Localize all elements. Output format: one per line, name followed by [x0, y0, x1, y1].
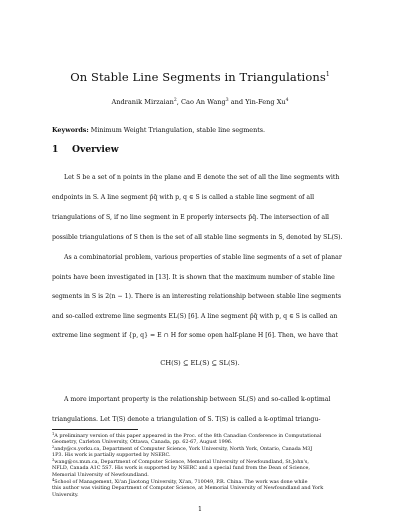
- author-footnote-mark: 4: [285, 98, 289, 103]
- footnote-rule: [52, 429, 138, 430]
- author-list: [0, 98, 400, 106]
- author-separator: and: [228, 98, 246, 106]
- body-line: triangulations of S, if no line segment in E properly intersects p̄q̄. The intersection of all: [52, 214, 330, 221]
- author-separator: ,: [176, 98, 181, 106]
- footnote-line: andy@cs.yorku.ca, Department of Computer Science, York University, North York, Ontario, Canada M3J: [54, 446, 313, 452]
- body-line: segments in S is 2(n − 1). There is an interesting relationship between stable line segments: [52, 293, 342, 300]
- body-line: possible triangulations of S then is the set of all stable line segments in S, denoted by SL(S).: [52, 234, 343, 241]
- footnote: [52, 457, 352, 478]
- footnote-line: Geometry, Carleton University, Ottawa, Canada, pp. 62-67, August 1996.: [52, 439, 233, 446]
- body-line: A more important property is the relationship between SL(S) and so-called k-optimal: [64, 396, 331, 403]
- author-name: Yin-Feng Xu: [245, 98, 286, 106]
- keywords-label: Keywords:: [52, 126, 89, 134]
- body-line: endpoints in S. A line segment p̄q̄ with p, q ∈ S is called a stable line segment of all: [52, 194, 315, 201]
- display-equation: CH(S) ⊆ EL(S) ⊆ SL(S).: [160, 359, 240, 367]
- keywords-text: Minimum Weight Triangulation, stable line segments.: [88, 126, 266, 134]
- title-footnote-mark: 1: [325, 71, 330, 78]
- body-line: extreme line segment if {p, q} = E ∩ H for some open half-plane H [6]. Then, we have that: [52, 332, 338, 339]
- footnote-line: University.: [52, 491, 79, 498]
- author-name: Cao An Wang: [181, 98, 226, 106]
- body-line: points have been investigated in [13]. It is shown that the maximum number of stable line: [52, 274, 335, 281]
- footnote-mark: 3: [52, 458, 55, 462]
- keywords: [52, 126, 265, 134]
- paper-title: [0, 70, 400, 84]
- footnote-mark: 1: [52, 432, 55, 436]
- body-line: triangulations. Let T(S) denote a triangulation of S. T(S) is called a k-optimal triangu-: [52, 416, 321, 423]
- footnote-line: this author was visiting Department of Computer Science, at Memorial University of Newfoundland and York: [52, 485, 324, 492]
- body-line: Let S be a set of n points in the plane and E denote the set of all the line segments with: [64, 174, 340, 181]
- footnote-line: NFLD, Canada A1C 5S7. His work is supported by NSERC and a special fund from the Dean of Science,: [52, 465, 310, 472]
- author-footnote-mark: 3: [225, 98, 229, 103]
- footnote: [52, 477, 352, 498]
- paper-title-text: On Stable Line Segments in Triangulations: [70, 70, 326, 84]
- author-footnote-mark: 2: [173, 98, 177, 103]
- footnote-line: Memorial University of Newfoundland.: [52, 471, 149, 478]
- body-line: As a combinatorial problem, various properties of stable line segments of a set of planar: [64, 254, 342, 261]
- footnote-line: A preliminary version of this paper appeared in the Proc. of the 8th Canadian Conference in Computational: [54, 433, 322, 439]
- section-number: 1: [52, 144, 59, 155]
- section-title: Overview: [72, 144, 119, 155]
- section-heading: [52, 144, 119, 155]
- body-line: and so-called extreme line segments EL(S) [6]. A line segment p̄q̄ with p, q ∈ S is called an: [52, 313, 338, 320]
- footnote-line: School of Management, Xi'an Jiaotong University, Xi'an, 710049, P.R. China. The work was done while: [54, 479, 308, 485]
- page-number: 1: [198, 506, 202, 513]
- footnote-mark: 4: [52, 478, 55, 482]
- footnote-line: 1P3. His work is partially supported by NSERC.: [52, 452, 171, 459]
- footnote-mark: 2: [52, 445, 55, 449]
- author-name: Andranik Mirzaian: [111, 98, 174, 106]
- footnote-line: wang@cs.mun.ca, Department of Computer Science, Memorial University of Newfoundland, St.John's,: [54, 459, 309, 465]
